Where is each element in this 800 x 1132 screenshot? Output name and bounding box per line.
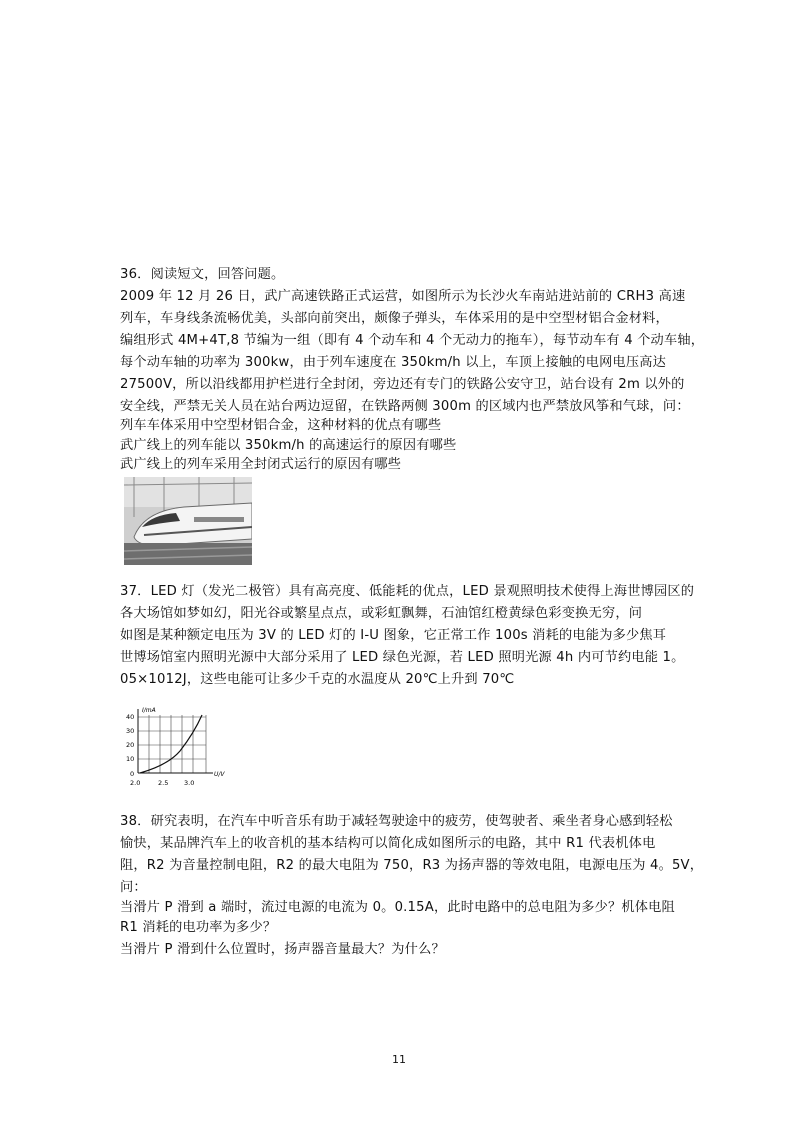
graph-ytick: 20	[126, 741, 135, 749]
q36-line-10: 武广线上的列车采用全封闭式运行的原因有哪些	[120, 457, 402, 472]
graph-xtick: 2.5	[158, 779, 169, 787]
q38-line-6: R1 消耗的电功率为多少？	[120, 920, 277, 935]
led-iu-graph	[118, 703, 228, 798]
q37-line-2: 各大场馆如梦如幻，阳光谷或繁星点点，或彩虹飘舞，石油馆红橙黄绿色彩变换无穷，问	[120, 606, 643, 621]
graph-ytick: 30	[126, 727, 135, 735]
graph-ytick: 40	[126, 713, 135, 721]
q36-line-5: 每个动车轴的功率为 300kw，由于列车速度在 350km/h 以上，车顶上接触的电网电压高达	[120, 355, 667, 370]
q38-line-1: 38．研究表明，在汽车中听音乐有助于减轻驾驶途中的疲劳，使驾驶者、乘坐者身心感到轻松	[120, 814, 673, 829]
q38-line-4: 问：	[120, 880, 147, 895]
q37-line-4: 世博场馆室内照明光源中大部分采用了 LED 绿色光源，若 LED 照明光源 4h 内可节约电能 1。	[120, 650, 685, 665]
graph-ytick: 0	[130, 770, 135, 778]
graph-xlabel: U/V	[214, 771, 225, 778]
q37-line-3: 如图是某种额定电压为 3V 的 LED 灯的 I-U 图象，它正常工作 100s 消耗的电能为多少焦耳	[120, 628, 667, 643]
q36-line-2: 2009 年 12 月 26 日，武广高速铁路正式运营，如图所示为长沙火车南站进站前的 CRH3 高速	[120, 289, 686, 304]
q38-line-5: 当滑片 P 滑到 a 端时，流过电源的电流为 0。0.15A，此时电路中的总电阻为多少？机体电阻	[120, 900, 675, 915]
page-number: 11	[392, 1053, 406, 1066]
graph-ylabel: I/mA	[142, 707, 156, 714]
graph-xtick: 2.0	[130, 779, 141, 787]
q37-line-5: 05×1012J，这些电能可让多少千克的水温度从 20℃上升到 70℃	[120, 672, 515, 687]
q38-line-2: 愉快，某品牌汽车上的收音机的基本结构可以简化成如图所示的电路，其中 R1 代表机体电	[120, 836, 656, 851]
q36-line-4: 编组形式 4M+4T,8 节编为一组（即有 4 个动车和 4 个无动力的拖车），每节动车有 4 个动车轴，	[120, 333, 705, 348]
q36-line-9: 武广线上的列车能以 350km/h 的高速运行的原因有哪些	[120, 438, 457, 453]
q36-line-6: 27500V，所以沿线都用护栏进行全封闭，旁边还有专门的铁路公安守卫，站台设有 2m 以外的	[120, 377, 685, 392]
q36-line-8: 列车车体采用中空型材铝合金，这种材料的优点有哪些	[120, 418, 442, 433]
q36-line-7: 安全线，严禁无关人员在站台两边逗留，在铁路两侧 300m 的区域内也严禁放风筝和气球，问：	[120, 399, 690, 414]
train-photo	[124, 477, 252, 565]
graph-xtick: 3.0	[184, 779, 195, 787]
graph-ytick: 10	[126, 755, 135, 763]
q38-line-7: 当滑片 P 滑到什么位置时，扬声器音量最大？为什么？	[120, 942, 445, 957]
q36-line-1: 36．阅读短文，回答问题。	[120, 267, 285, 282]
q36-line-3: 列车，车身线条流畅优美，头部向前突出，颇像子弹头，车体采用的是中空型材铝合金材料，	[120, 311, 669, 326]
q37-line-1: 37．LED 灯（发光二极管）具有高亮度、低能耗的优点，LED 景观照明技术使得上海世博园区的	[120, 584, 695, 599]
q38-line-3: 阻，R2 为音量控制电阻，R2 的最大电阻为 750，R3 为扬声器的等效电阻，电源电压为 4。5V，	[120, 858, 704, 873]
